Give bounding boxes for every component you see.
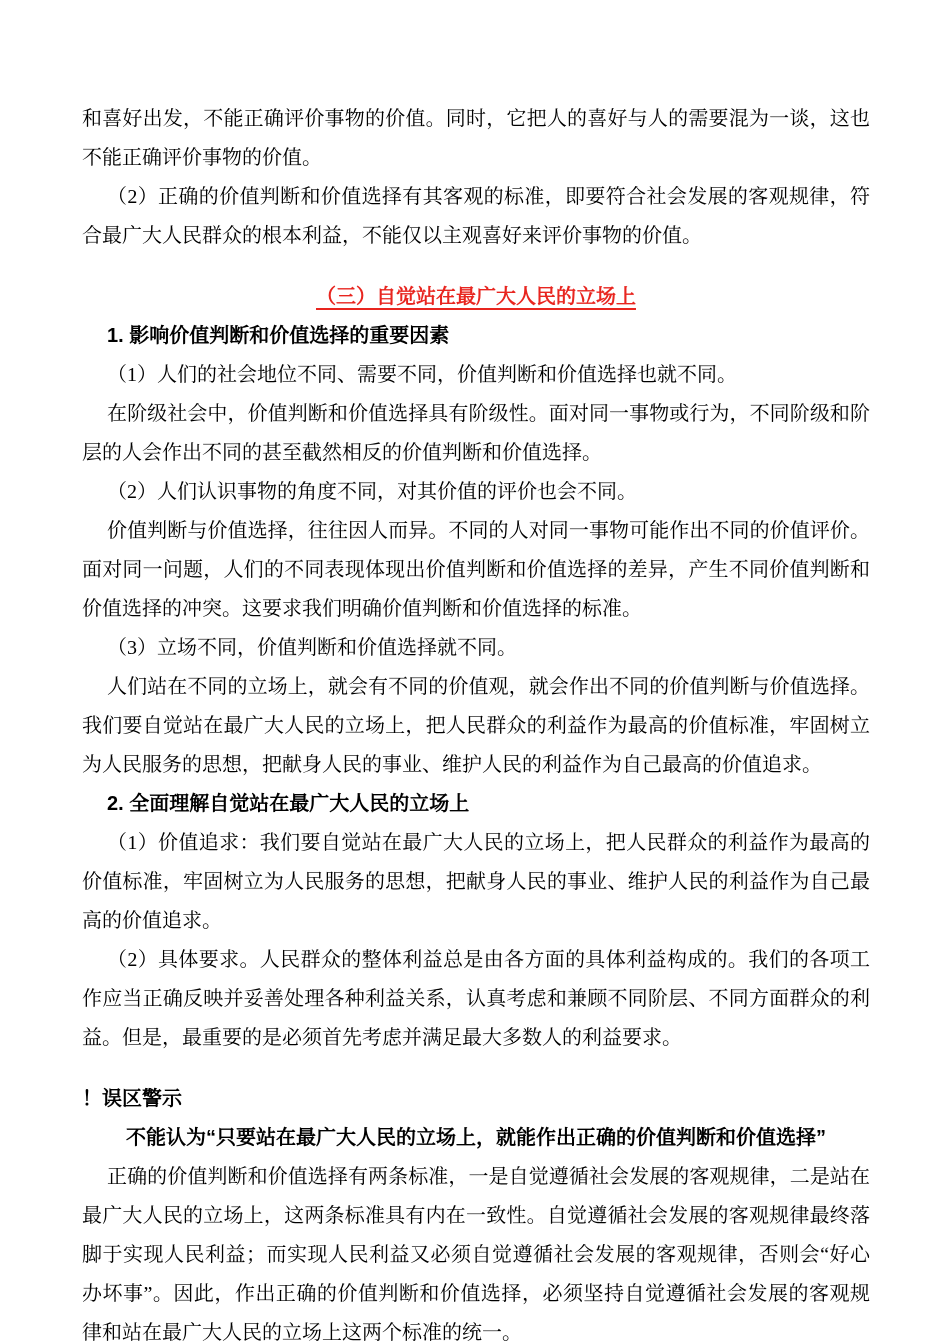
intro-paragraph-continued: 和喜好出发，不能正确评价事物的价值。同时，它把人的喜好与人的需要混为一谈，这也不能正确评价事物的价值。 [82,108,870,169]
sub1-paragraph-3: （2）人们认识事物的角度不同，对其价值的评价也会不同。 [107,481,637,503]
subheading-2: 2. 全面理解自觉站在最广大人民的立场上 [107,793,470,815]
intro-paragraph-2: （2）正确的价值判断和价值选择有其客观的标准，即要符合社会发展的客观规律，符合最广大人民群众的根本利益，不能仅以主观喜好来评价事物的价值。 [82,186,870,247]
section-heading-red [82,278,870,317]
sub1-paragraph-4: 价值判断与价值选择，往往因人而异。不同的人对同一事物可能作出不同的价值评价。面对同一问题，人们的不同表现体现出价值判断和价值选择的差异，产生不同价值判断和价值选择的冲突。这要求我们明确价值判断和价值选择的标准。 [82,520,870,620]
sub2-paragraph-1: （1）价值追求：我们要自觉站在最广大人民的立场上，把人民群众的利益作为最高的价值标准，牢固树立为人民服务的思想，把献身人民的事业、维护人民的利益作为自己最高的价值追求。 [82,832,870,932]
sub1-paragraph-2: 在阶级社会中，价值判断和价值选择具有阶级性。面对同一事物或行为，不同阶级和阶层的人会作出不同的甚至截然相反的价值判断和价值选择。 [82,403,870,464]
warning-label: ！误区警示 [82,1088,182,1110]
sub1-paragraph-1: （1）人们的社会地位不同、需要不同，价值判断和价值选择也就不同。 [107,364,737,386]
sub1-paragraph-5: （3）立场不同，价值判断和价值选择就不同。 [107,637,517,659]
warning-title: 不能认为“只要站在最广大人民的立场上，就能作出正确的价值判断和价值选择” [126,1127,826,1149]
sub2-paragraph-2: （2）具体要求。人民群众的整体利益总是由各方面的具体利益构成的。我们的各项工作应当正确反映并妥善处理各种利益关系，认真考虑和兼顾不同阶层、不同方面群众的利益。但是，最重要的是必须首先考虑并满足最大多数人的利益要求。 [82,949,870,1049]
sub1-paragraph-6: 人们站在不同的立场上，就会有不同的价值观，就会作出不同的价值判断与价值选择。我们要自觉站在最广大人民的立场上，把人民群众的利益作为最高的价值标准，牢固树立为人民服务的思想，把献身人民的事业、维护人民的利益作为自己最高的价值追求。 [82,676,870,776]
warning-body: 正确的价值判断和价值选择有两条标准，一是自觉遵循社会发展的客观规律，二是站在最广大人民的立场上，这两条标准具有内在一致性。自觉遵循社会发展的客观规律最终落脚于实现人民利益；而实现人民利益又必须自觉遵循社会发展的客观规律，否则会“好心办坏事”。因此，作出正确的价值判断和价值选择，必须坚持自觉遵循社会发展的客观规律和站在最广大人民的立场上这两个标准的统一。 [82,1166,870,1344]
subheading-1: 1. 影响价值判断和价值选择的重要因素 [107,325,450,347]
section-heading-text: （三）自觉站在最广大人民的立场上 [316,286,636,308]
spacer [82,256,870,278]
spacer [82,1058,870,1080]
